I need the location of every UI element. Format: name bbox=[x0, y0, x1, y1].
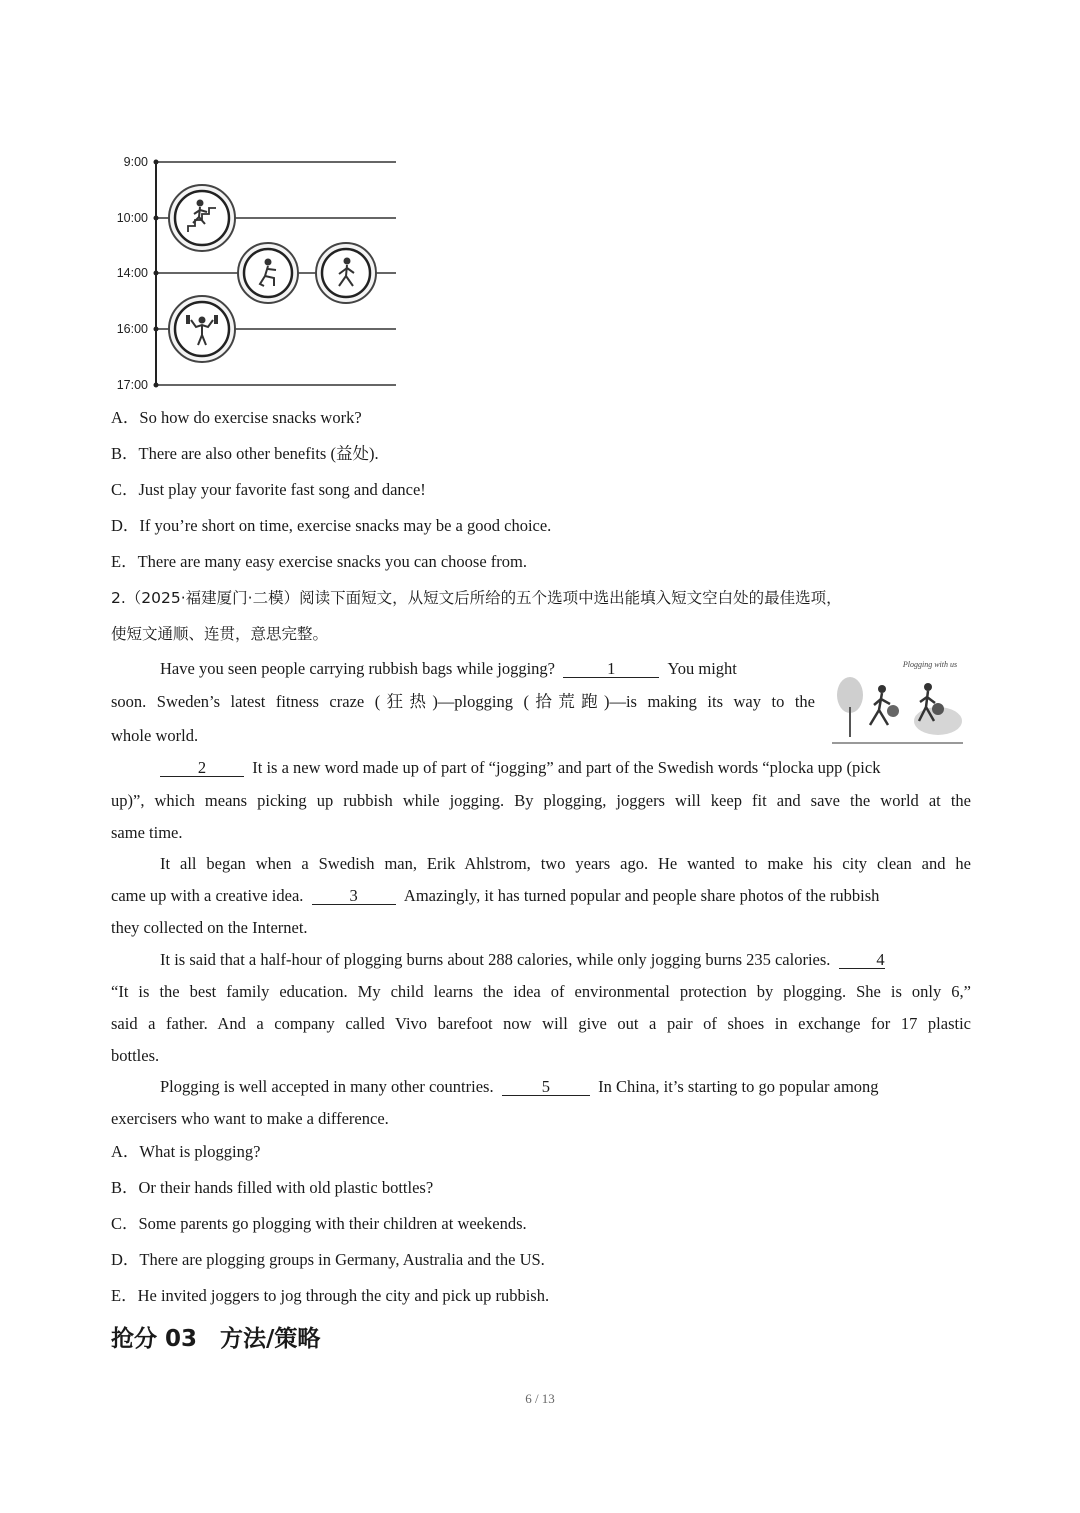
passage-p2-line3: same time. bbox=[111, 823, 183, 842]
q1-option-b: B．There are also other benefits (益处). bbox=[111, 444, 379, 463]
page-number: 6 / 13 bbox=[525, 1391, 555, 1406]
passage-p5-line1: Plogging is well accepted in many other countries. 5 In China, it’s starting to go popular among bbox=[160, 1077, 879, 1096]
q2-intro-line1: 2.（2025·福建厦门·二模）阅读下面短文，从短文后所给的五个选项中选出能填入短文空白处的最佳选项， bbox=[111, 589, 842, 607]
walking-icon bbox=[316, 243, 376, 303]
time-label: 17:00 bbox=[116, 378, 148, 392]
passage-p4-line3: said a father. And a company called Vivo barefoot now will give out a pair of shoes in exchange for 17 plastic bbox=[111, 1014, 971, 1033]
q2-option-a: A．What is plogging? bbox=[111, 1142, 261, 1161]
q2-option-d: D．There are plogging groups in Germany, Australia and the US. bbox=[111, 1250, 545, 1269]
stair-climbing-icon bbox=[169, 185, 235, 251]
passage-p2-line2: up)”, which means picking up rubbish while jogging. By plogging, joggers will keep fit and save the world at the bbox=[111, 791, 971, 810]
illustration-caption: Plogging with us bbox=[902, 660, 958, 669]
passage-p1-line3: whole world. bbox=[111, 726, 199, 745]
exercise-timeline-figure bbox=[108, 150, 408, 395]
passage-p3-line1: It all began when a Swedish man, Erik Ahlstrom, two years ago. He wanted to make his city clean and he bbox=[160, 854, 971, 873]
blank-3[interactable]: 3 bbox=[312, 887, 396, 905]
q1-option-d: D．If you’re short on time, exercise snacks may be a good choice. bbox=[111, 516, 552, 535]
passage-p1-line2: soon. Sweden’s latest fitness craze (狂热)—plogging (拾荒跑)—is making its way to the bbox=[111, 692, 815, 711]
q2-option-e: E．He invited joggers to jog through the city and pick up rubbish. bbox=[111, 1286, 550, 1305]
passage-p2-line1: 2 It is a new word made up of part of “jogging” and part of the Swedish words “plocka upp (pick bbox=[160, 758, 971, 778]
blank-4[interactable]: 4 bbox=[839, 951, 885, 969]
q2-option-c: C．Some parents go plogging with their children at weekends. bbox=[111, 1214, 527, 1233]
section-heading: 抢分 03 方法/策略 bbox=[111, 1326, 321, 1352]
q2-intro-line2: 使短文通顺、连贯，意思完整。 bbox=[111, 625, 329, 643]
time-label: 9:00 bbox=[123, 155, 148, 169]
plogging-illustration bbox=[830, 655, 965, 751]
squat-icon bbox=[238, 243, 298, 303]
passage-p4-line4: bottles. bbox=[111, 1046, 160, 1065]
q1-option-c: C．Just play your favorite fast song and dance! bbox=[111, 480, 426, 499]
q1-option-e: E．There are many easy exercise snacks you can choose from. bbox=[111, 552, 527, 571]
passage-p3-line3: they collected on the Internet. bbox=[111, 918, 308, 937]
passage-p1-line1: Have you seen people carrying rubbish bags while jogging? 1 You might bbox=[160, 659, 737, 678]
blank-1[interactable]: 1 bbox=[563, 660, 659, 678]
passage-p3-line2: came up with a creative idea. 3 Amazingly, it has turned popular and people share photos of the rubbish bbox=[111, 886, 880, 905]
blank-5[interactable]: 5 bbox=[502, 1078, 590, 1096]
weightlifting-icon bbox=[169, 296, 235, 362]
blank-2[interactable]: 2 bbox=[160, 759, 244, 777]
passage-p5-line2: exercisers who want to make a difference. bbox=[111, 1109, 389, 1128]
time-label: 14:00 bbox=[116, 266, 148, 280]
time-label: 10:00 bbox=[116, 211, 148, 225]
passage-p4-line2: “It is the best family education. My child learns the idea of environmental protection by plogging. She is only 6,” bbox=[111, 982, 971, 1001]
time-label: 16:00 bbox=[116, 322, 148, 336]
q2-option-b: B．Or their hands filled with old plastic bottles? bbox=[111, 1178, 434, 1197]
passage-p4-line1: It is said that a half-hour of plogging burns about 288 calories, while only jogging burns 235 calories. 4 bbox=[160, 950, 885, 969]
q1-option-a: A．So how do exercise snacks work? bbox=[111, 408, 362, 427]
